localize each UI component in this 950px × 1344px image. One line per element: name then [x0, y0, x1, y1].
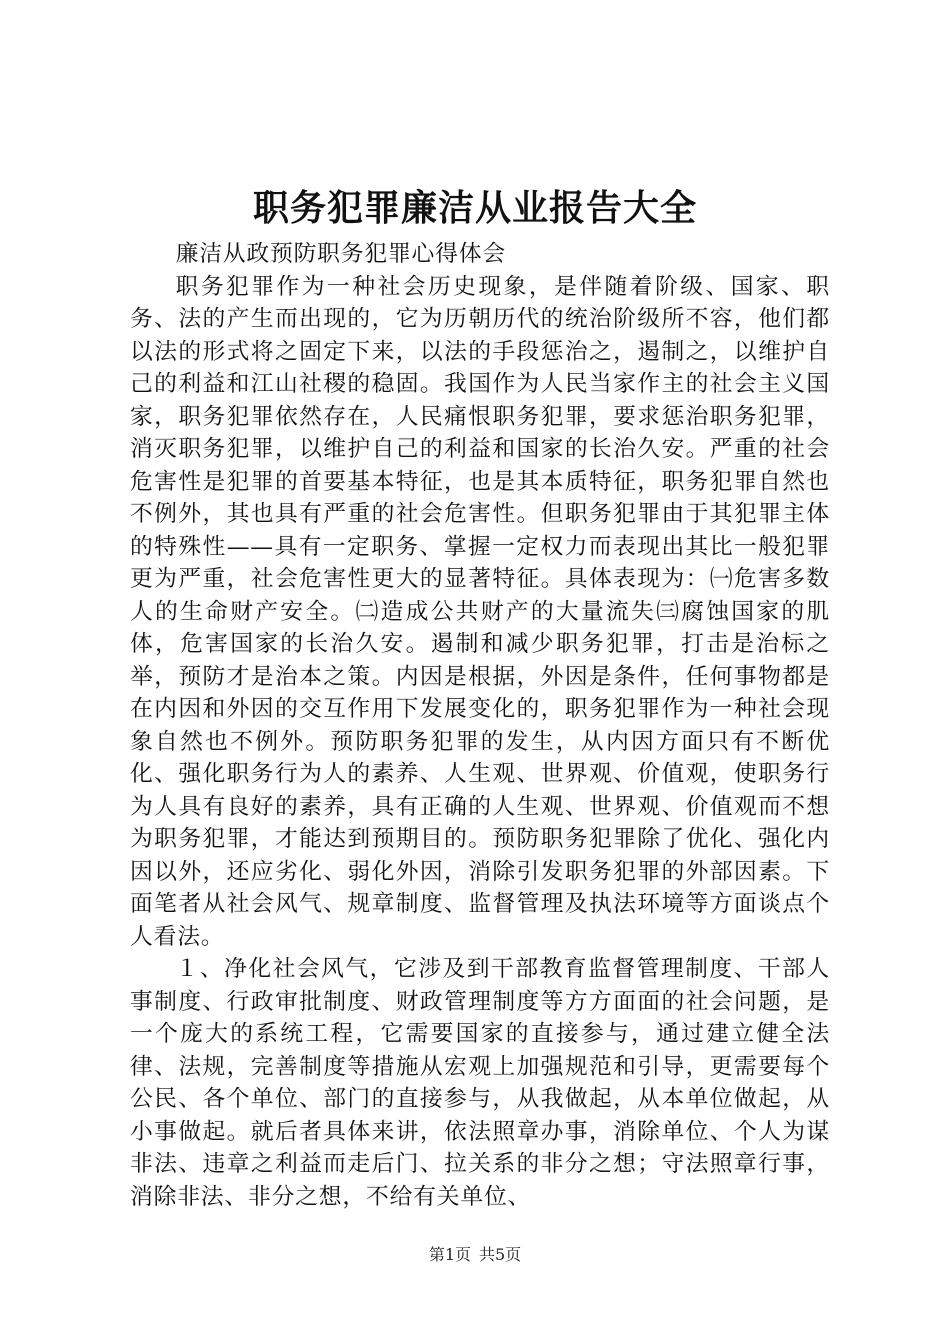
document-title: 职务犯罪廉洁从业报告大全 — [252, 187, 697, 229]
page-number: 第1页 — [428, 1245, 471, 1264]
document-body — [130, 238, 830, 1213]
body-paragraph: １、净化社会风气，它涉及到干部教育监督管理制度、干部人事制度、行政审批制度、财政管理制度等方方面面的社会问题，是一个庞大的系统工程，它需要国家的直接参与，通过建立健全法律、法规，完善制度等措施从宏观上加强规范和引导，更需要每个公民、各个单位、部门的直接参与，从我做起，从本单位做起，从小事做起。就后者具体来讲，依法照章办事，消除单位、个人为谋非法、违章之利益而走后门、拉关系的非分之想；守法照章行事，消除非法、非分之想，不给有关单位、 — [130, 956, 830, 1210]
page-total: 共5页 — [479, 1245, 522, 1264]
document-subtitle: 廉洁从政预防职务犯罪心得体会 — [175, 241, 506, 267]
body-paragraph: 职务犯罪作为一种社会历史现象，是伴随着阶级、国家、职务、法的产生而出现的，它为历朝历代的统治阶级所不容，他们都以法的形式将之固定下来，以法的手段惩治之，遏制之，以维护自己的利益和江山社稷的稳固。我国作为人民当家作主的社会主义国家，职务犯罪依然存在，人民痛恨职务犯罪，要求惩治职务犯罪，消灭职务犯罪，以维护自己的利益和国家的长治久安。严重的社会危害性是犯罪的首要基本特征，也是其本质特征，职务犯罪自然也不例外，其也具有严重的社会危害性。但职务犯罪由于其犯罪主体的特殊性——具有一定职务、掌握一定权力而表现出其比一般犯罪更为严重，社会危害性更大的显著特征。具体表现为：㈠危害多数人的生命财产安全。㈡造成公共财产的大量流失㈢腐蚀国家的肌体，危害国家的长治久安。遏制和减少职务犯罪，打击是治标之举，预防才是治本之策。内因是根据，外因是条件，任何事物都是在内因和外因的交互作用下发展变化的，职务犯罪作为一种社会现象自然也不例外。预防职务犯罪的发生，从内因方面只有不断优化、强化职务行为人的素养、人生观、世界观、价值观，使职务行为人具有良好的素养，具有正确的人生观、世界观、价值观而不想为职务犯罪，才能达到预期目的。预防职务犯罪除了优化、强化内因以外，还应劣化、弱化外因，消除引发职务犯罪的外部因素。下面笔者从社会风气、规章制度、监督管理及执法环境等方面谈点个人看法。 — [130, 273, 830, 950]
page-footer — [0, 1245, 950, 1265]
